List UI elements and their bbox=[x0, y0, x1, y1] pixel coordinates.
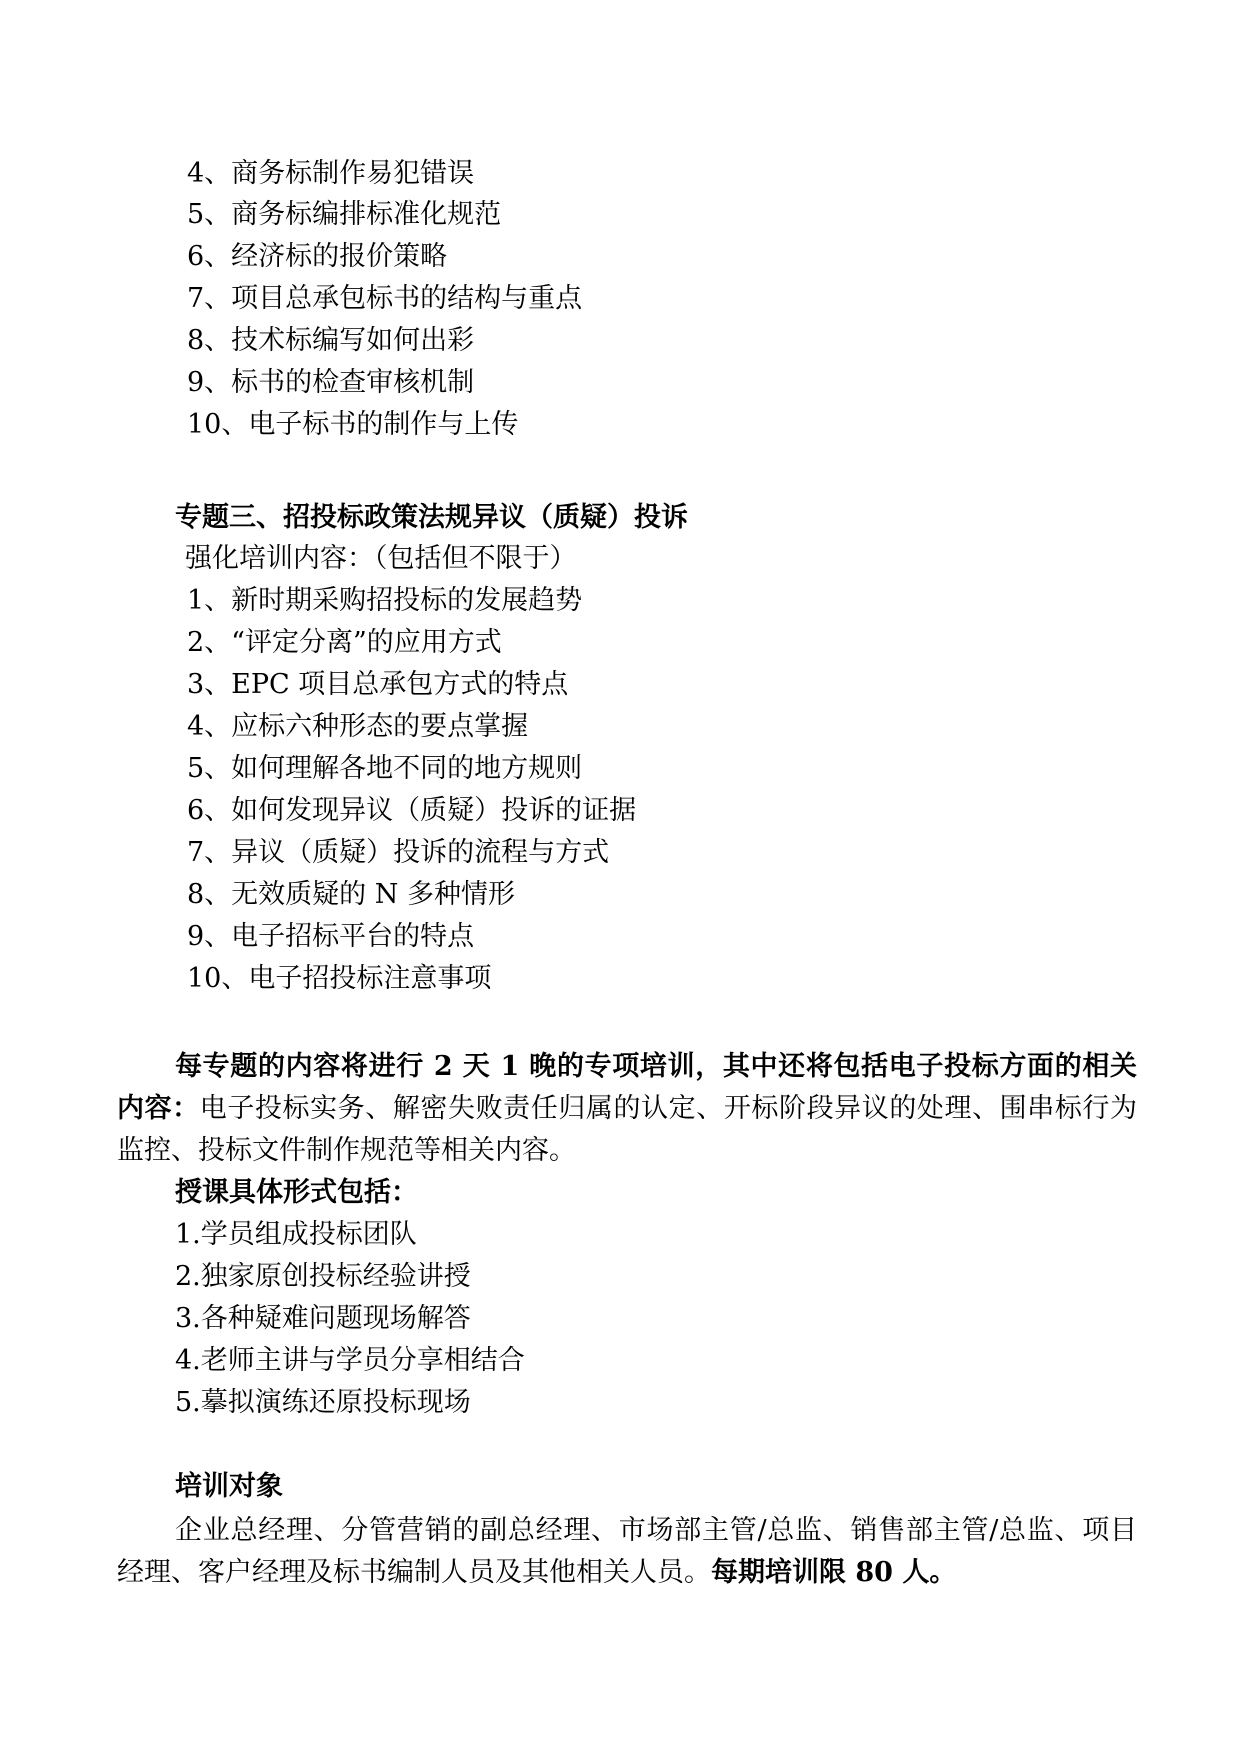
audience-bold-text: 每期培训限 80 人。 bbox=[711, 1557, 957, 1588]
list-item: 8、无效质疑的 N 多种情形 bbox=[187, 879, 515, 910]
list-item: 2、“评定分离”的应用方式 bbox=[187, 627, 502, 658]
list-item: 10、电子招投标注意事项 bbox=[187, 963, 492, 994]
list-item: 6、如何发现异议（质疑）投诉的证据 bbox=[187, 795, 637, 826]
list-item: 5.摹拟演练还原投标现场 bbox=[175, 1387, 471, 1418]
list-item: 1、新时期采购招投标的发展趋势 bbox=[187, 585, 583, 616]
list-item: 4、商务标制作易犯错误 bbox=[187, 158, 475, 189]
list-item: 7、项目总承包标书的结构与重点 bbox=[187, 283, 583, 314]
summary-paragraph bbox=[117, 1046, 1137, 1172]
section-subtitle: 强化培训内容：（包括但不限于） bbox=[185, 543, 577, 574]
list-item: 6、经济标的报价策略 bbox=[187, 241, 448, 272]
list-item: 3.各种疑难问题现场解答 bbox=[175, 1303, 471, 1334]
section-title: 专题三、招投标政策法规异议（质疑）投诉 bbox=[175, 502, 688, 533]
list-item: 7、异议（质疑）投诉的流程与方式 bbox=[187, 837, 610, 868]
list-item: 1.学员组成投标团队 bbox=[175, 1219, 417, 1250]
list-item: 2.独家原创投标经验讲授 bbox=[175, 1261, 471, 1292]
list-item: 4、应标六种形态的要点掌握 bbox=[187, 711, 529, 742]
format-heading: 授课具体形式包括： bbox=[175, 1177, 418, 1208]
list-item: 4.老师主讲与学员分享相结合 bbox=[175, 1345, 525, 1376]
list-item: 5、商务标编排标准化规范 bbox=[187, 199, 502, 230]
list-item: 10、电子标书的制作与上传 bbox=[187, 409, 519, 440]
list-item: 5、如何理解各地不同的地方规则 bbox=[187, 753, 583, 784]
list-item: 9、电子招标平台的特点 bbox=[187, 921, 475, 952]
audience-normal-text: 企业总经理、分管营销的副总经理、市场部主管/总监、销售部主管/总监、项目经理、客户经理及标书编制人员及其他相关人员。 bbox=[117, 1515, 1137, 1588]
audience-paragraph bbox=[117, 1510, 1137, 1594]
list-item: 9、标书的检查审核机制 bbox=[187, 367, 475, 398]
summary-bold-text: 每专题的内容将进行 2 天 1 晚的专项培训，其中还将包括电子投标方面的相关内容： bbox=[117, 1051, 1137, 1124]
audience-heading: 培训对象 bbox=[175, 1471, 283, 1502]
list-item: 8、技术标编写如何出彩 bbox=[187, 325, 475, 356]
list-item: 3、EPC 项目总承包方式的特点 bbox=[187, 669, 569, 700]
summary-normal-text: 电子投标实务、解密失败责任归属的认定、开标阶段异议的处理、围串标行为监控、投标文件制作规范等相关内容。 bbox=[117, 1093, 1137, 1166]
